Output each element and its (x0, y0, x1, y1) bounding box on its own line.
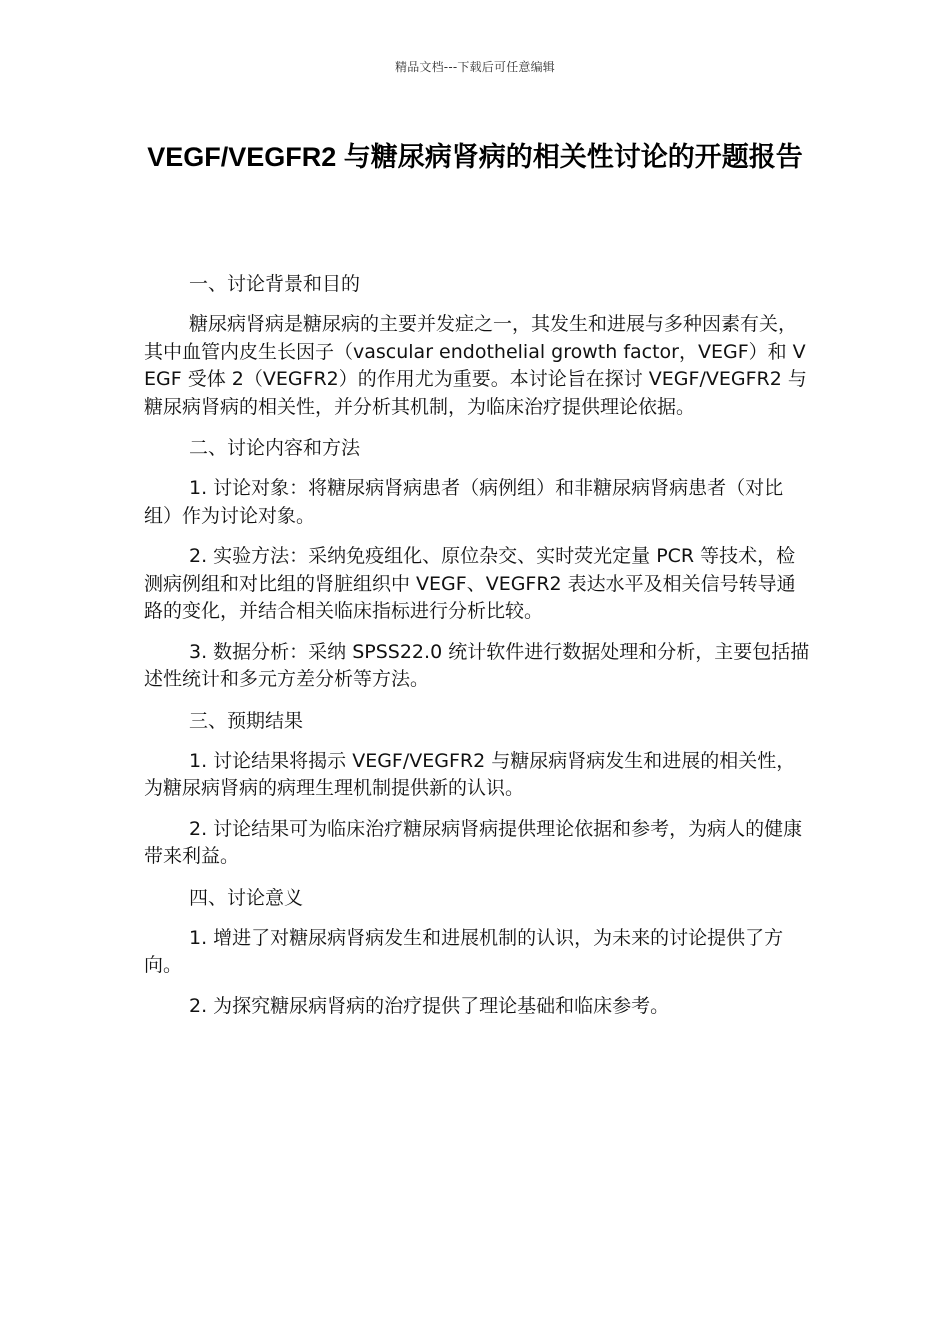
section-heading: 四、讨论意义 (189, 886, 304, 909)
document-title: VEGF/VEGFR2 与糖尿病肾病的相关性讨论的开题报告 (147, 142, 803, 172)
paragraph: 1. 增进了对糖尿病肾病发生和进展机制的认识，为未来的讨论提供了方向。 (144, 926, 784, 976)
document-body (144, 270, 810, 1033)
section-heading: 一、讨论背景和目的 (189, 273, 361, 295)
section-heading: 二、讨论内容和方法 (189, 437, 361, 459)
paragraph: 1. 讨论结果将揭示 VEGF/VEGFR2 与糖尿病肾病发生和进展的相关性，为糖尿病肾病的病理生理机制提供新的认识。 (144, 749, 796, 799)
section-background (144, 270, 810, 421)
paragraph: 2. 讨论结果可为临床治疗糖尿病肾病提供理论依据和参考，为病人的健康带来利益。 (144, 817, 803, 867)
header-note: 精品文档---下载后可任意编辑 (395, 60, 555, 74)
section-content-methods (144, 434, 810, 694)
paragraph: 2. 为探究糖尿病肾病的治疗提供了理论基础和临床参考。 (189, 994, 670, 1017)
section-heading: 三、预期结果 (189, 709, 304, 732)
section-expected-results (144, 707, 810, 871)
paragraph: 糖尿病肾病是糖尿病的主要并发症之一，其发生和进展与多种因素有关，其中血管内皮生长因子（vascular endothelial growth factor，VEGF）和 VEGF 受体 2（VEGFR2）的作用尤为重要。本讨论旨在探讨 VEGF/VEGFR2 与糖尿病肾病的相关性，并分析其机制，为临床治疗提供理论依据。 (144, 313, 807, 418)
paragraph: 2. 实验方法：采纳免疫组化、原位杂交、实时荧光定量 PCR 等技术，检测病例组和对比组的肾脏组织中 VEGF、VEGFR2 表达水平及相关信号转导通路的变化，并结合相关临床指标进行分析比较。 (144, 545, 796, 622)
paragraph: 3. 数据分析：采纳 SPSS22.0 统计软件进行数据处理和分析，主要包括描述性统计和多元方差分析等方法。 (144, 640, 810, 690)
paragraph: 1. 讨论对象：将糖尿病肾病患者（病例组）和非糖尿病肾病患者（对比组）作为讨论对象。 (144, 477, 784, 527)
section-significance (144, 884, 810, 1021)
